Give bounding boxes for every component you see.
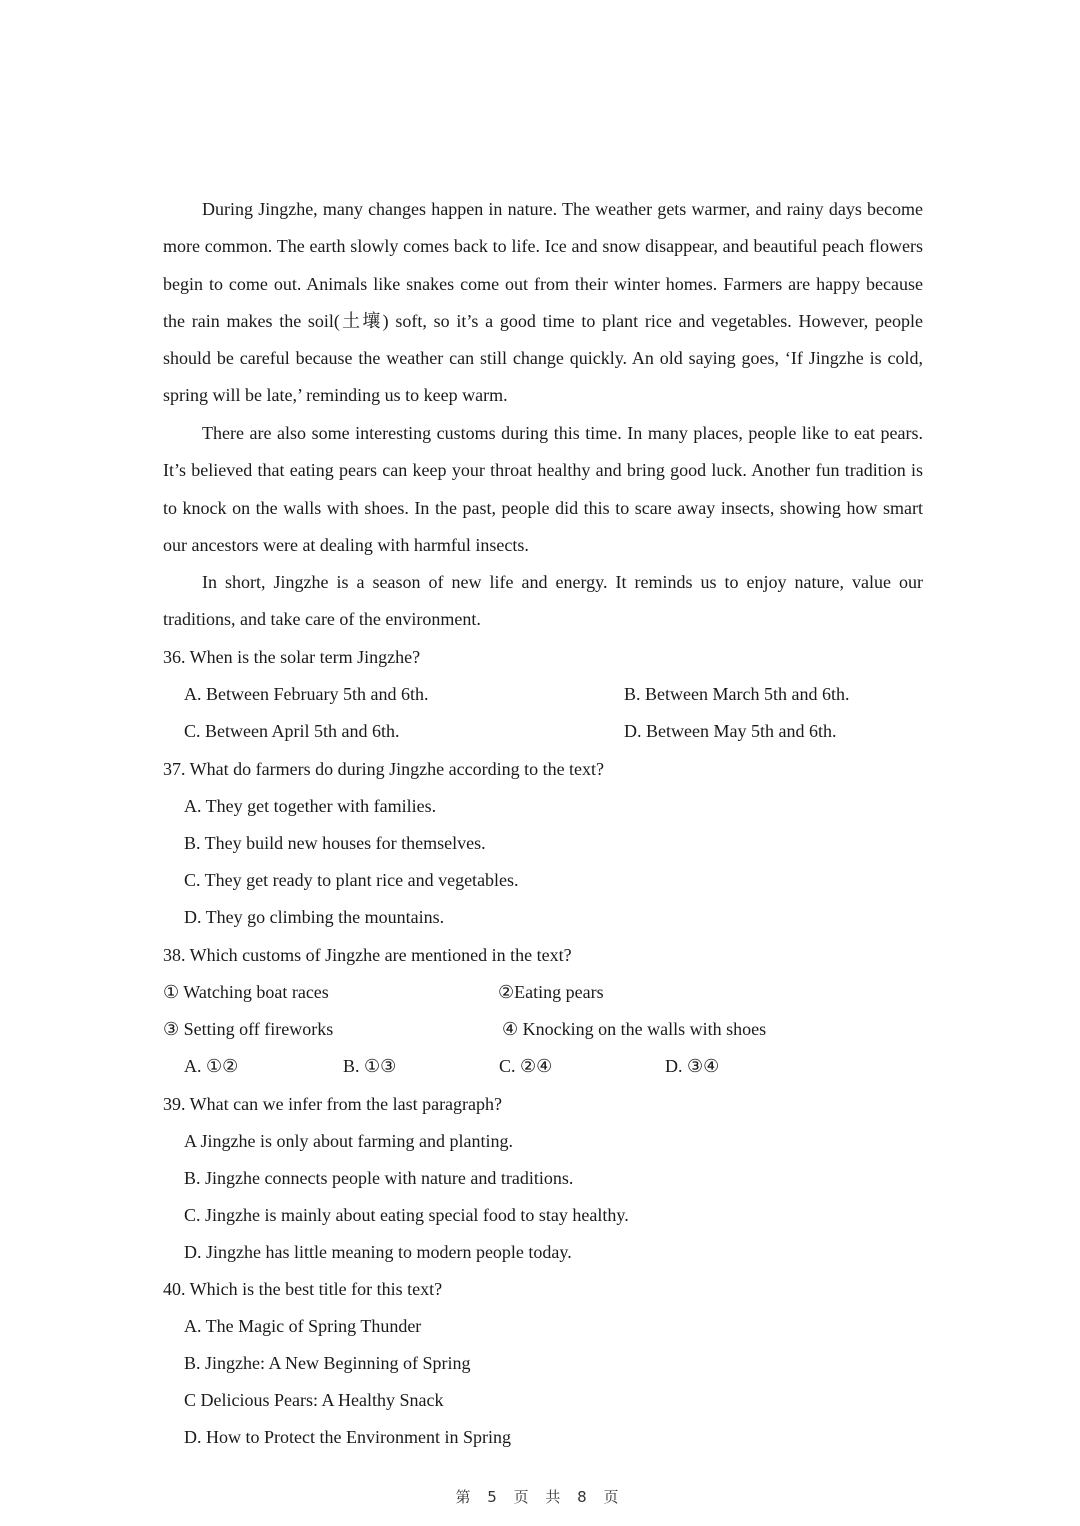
question-39-option-a: A Jingzhe is only about farming and planting. bbox=[184, 1131, 513, 1151]
question-37-option-b: B. They build new houses for themselves. bbox=[184, 833, 486, 853]
question-40-option-d: D. How to Protect the Environment in Spring bbox=[184, 1427, 511, 1447]
question-39-option-d: D. Jingzhe has little meaning to modern people today. bbox=[184, 1242, 572, 1262]
question-40-option-a: A. The Magic of Spring Thunder bbox=[184, 1316, 422, 1336]
question-38-item-1: ① Watching boat races bbox=[163, 982, 329, 1002]
question-37-option-c: C. They get ready to plant rice and vegetables. bbox=[184, 870, 519, 890]
question-36-stem: 36. When is the solar term Jingzhe? bbox=[163, 647, 421, 667]
question-36-option-a: A. Between February 5th and 6th. bbox=[184, 684, 429, 704]
question-37-stem: 37. What do farmers do during Jingzhe according to the text? bbox=[163, 759, 605, 779]
passage-paragraph-2: There are also some interesting customs during this time. In many places, people like to eat pears. It’s believed that eating pears can keep your throat healthy and bring good luck. Another fun tradition is to knock on the walls with shoes. In the past, people did this to scare away insects, showing how smart our ancestors were at dealing with harmful insects. bbox=[163, 423, 923, 555]
question-36-option-d: D. Between May 5th and 6th. bbox=[624, 721, 837, 741]
question-39-option-c: C. Jingzhe is mainly about eating special food to stay healthy. bbox=[184, 1205, 629, 1225]
question-38-item-4: ④ Knocking on the walls with shoes bbox=[502, 1019, 767, 1039]
question-40-stem: 40. Which is the best title for this text? bbox=[163, 1279, 443, 1299]
page-number: 第 5 页 共 8 页 bbox=[455, 1488, 625, 1506]
question-39-option-b: B. Jingzhe connects people with nature and traditions. bbox=[184, 1168, 574, 1188]
question-38-option-b: B. ①③ bbox=[343, 1056, 397, 1076]
question-38-option-d: D. ③④ bbox=[665, 1056, 720, 1076]
question-38-item-3: ③ Setting off fireworks bbox=[163, 1019, 334, 1039]
question-38-option-a: A. ①② bbox=[184, 1056, 239, 1076]
question-36-option-c: C. Between April 5th and 6th. bbox=[184, 721, 400, 741]
question-40-option-b: B. Jingzhe: A New Beginning of Spring bbox=[184, 1353, 471, 1373]
question-36-option-b: B. Between March 5th and 6th. bbox=[624, 684, 850, 704]
question-38-item-2: ②Eating pears bbox=[498, 982, 604, 1002]
question-37-option-a: A. They get together with families. bbox=[184, 796, 437, 816]
question-38-stem: 38. Which customs of Jingzhe are mentioned in the text? bbox=[163, 945, 572, 965]
passage-paragraph-1: During Jingzhe, many changes happen in nature. The weather gets warmer, and rainy days become more common. The earth slowly comes back to life. Ice and snow disappear, and beautiful peach flowers begin to come out. Animals like snakes come out from their winter homes. Farmers are happy because the rain makes the soil(土壤) soft, so it’s a good time to plant rice and vegetables. However, people should be careful because the weather can still change quickly. An old saying goes, ‘If Jingzhe is cold, spring will be late,’ reminding us to keep warm. bbox=[163, 199, 923, 406]
question-38-option-c: C. ②④ bbox=[499, 1056, 553, 1076]
question-39-stem: 39. What can we infer from the last paragraph? bbox=[163, 1094, 503, 1114]
question-37-option-d: D. They go climbing the mountains. bbox=[184, 907, 445, 927]
passage-paragraph-3: In short, Jingzhe is a season of new life and energy. It reminds us to enjoy nature, value our traditions, and take care of the environment. bbox=[163, 572, 923, 630]
question-40-option-c: C Delicious Pears: A Healthy Snack bbox=[184, 1390, 444, 1410]
